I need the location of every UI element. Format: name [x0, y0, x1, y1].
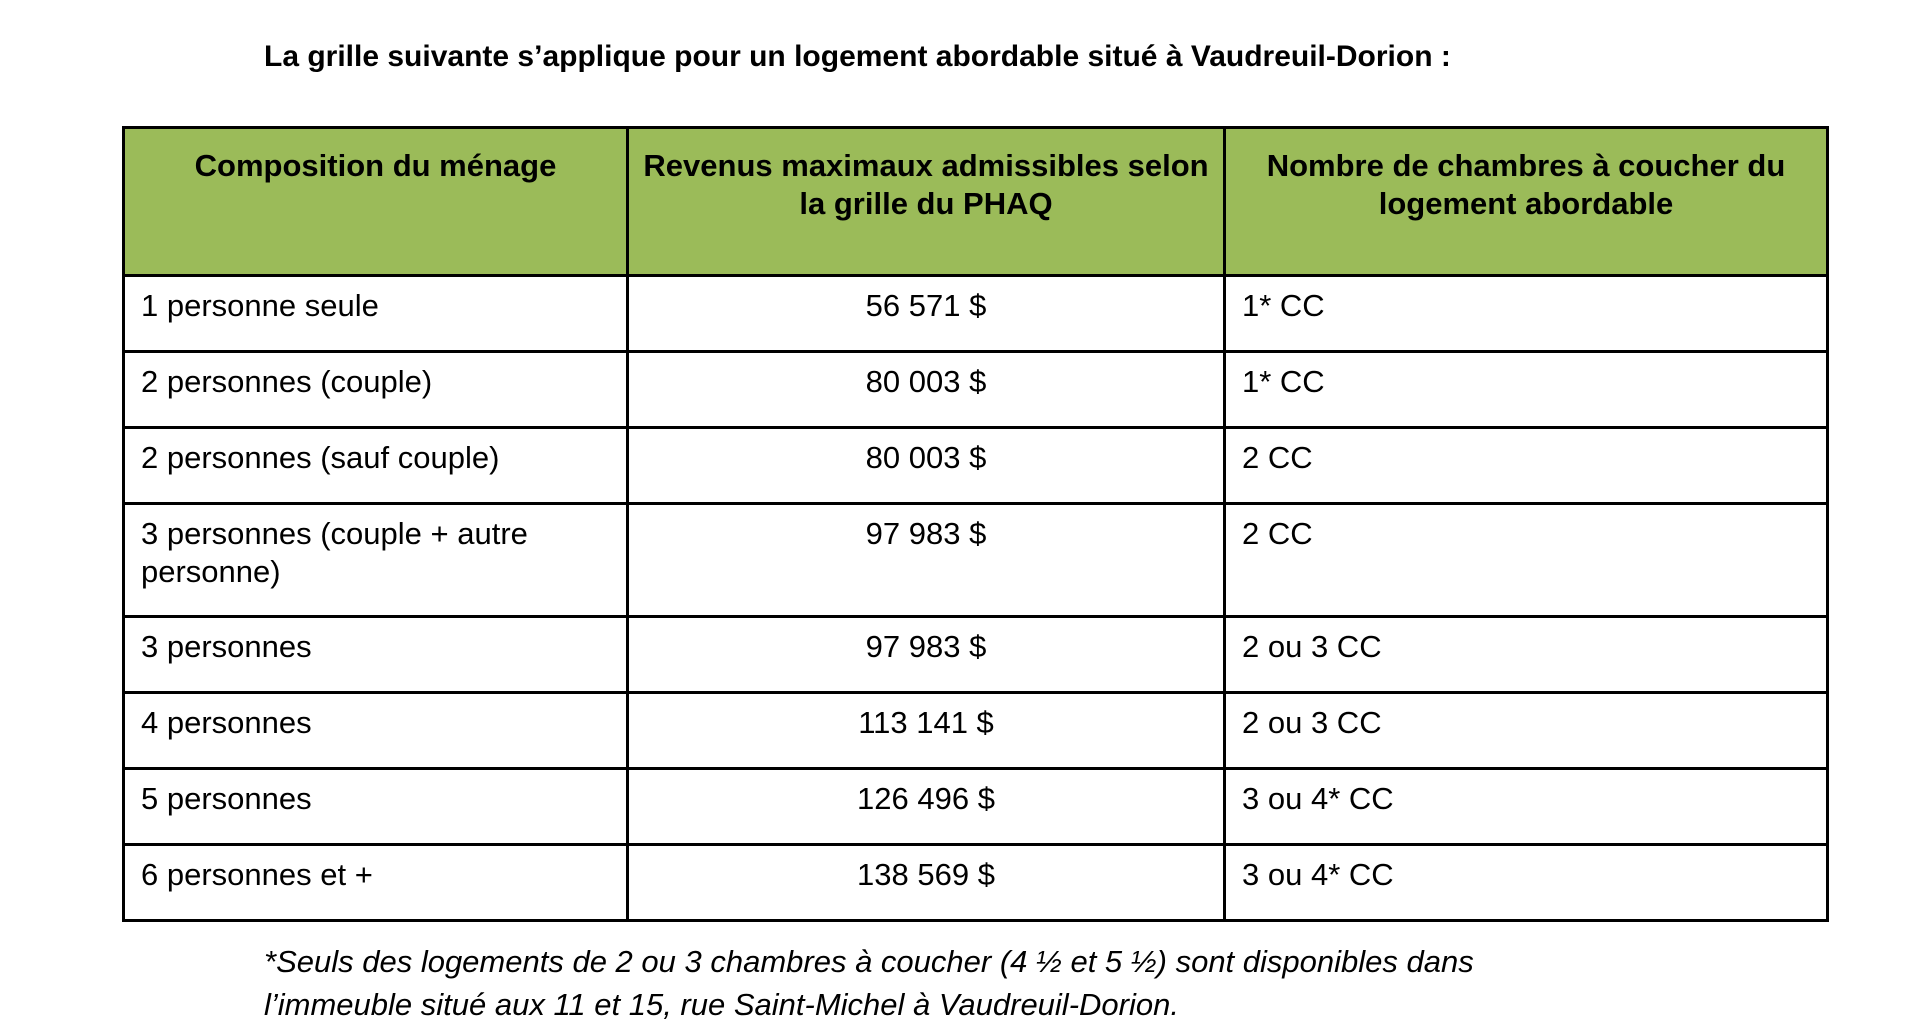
household-cell: 5 personnes: [124, 769, 628, 845]
table-row: [124, 769, 1828, 845]
footnote: [264, 940, 1764, 1026]
bedrooms-cell: 2 ou 3 CC: [1225, 693, 1828, 769]
table-row: [124, 693, 1828, 769]
income-cell: 97 983 $: [628, 617, 1225, 693]
bedrooms-cell: 2 CC: [1225, 504, 1828, 617]
household-cell: 4 personnes: [124, 693, 628, 769]
column-header-household: Composition du ménage: [124, 128, 628, 276]
table-row: [124, 276, 1828, 352]
bedrooms-cell: 2 ou 3 CC: [1225, 617, 1828, 693]
bedrooms-cell: 3 ou 4* CC: [1225, 845, 1828, 921]
bedrooms-cell: 1* CC: [1225, 352, 1828, 428]
table-header-row: [124, 128, 1828, 276]
table-row: [124, 504, 1828, 617]
household-cell: 1 personne seule: [124, 276, 628, 352]
bedrooms-cell: 2 CC: [1225, 428, 1828, 504]
table-row: [124, 617, 1828, 693]
table-row: [124, 845, 1828, 921]
bedrooms-cell: 1* CC: [1225, 276, 1828, 352]
column-header-bedrooms: Nombre de chambres à coucher du logement abordable: [1225, 128, 1828, 276]
bedrooms-cell: 3 ou 4* CC: [1225, 769, 1828, 845]
income-cell: 113 141 $: [628, 693, 1225, 769]
table-row: [124, 352, 1828, 428]
income-cell: 80 003 $: [628, 428, 1225, 504]
household-cell: 2 personnes (sauf couple): [124, 428, 628, 504]
footnote-line: l’immeuble situé aux 11 et 15, rue Saint-Michel à Vaudreuil-Dorion.: [264, 987, 1179, 1022]
income-grid-table: [122, 126, 1829, 922]
income-cell: 80 003 $: [628, 352, 1225, 428]
income-cell: 97 983 $: [628, 504, 1225, 617]
footnote-line: *Seuls des logements de 2 ou 3 chambres à coucher (4 ½ et 5 ½) sont disponibles dans: [264, 944, 1474, 979]
table-row: [124, 428, 1828, 504]
page-heading: La grille suivante s’applique pour un logement abordable situé à Vaudreuil-Dorion :: [264, 40, 1451, 73]
household-cell: 3 personnes: [124, 617, 628, 693]
column-header-max-income: Revenus maximaux admissibles selon la grille du PHAQ: [628, 128, 1225, 276]
income-cell: 138 569 $: [628, 845, 1225, 921]
household-cell: 2 personnes (couple): [124, 352, 628, 428]
household-cell: 3 personnes (couple + autre personne): [124, 504, 628, 617]
income-cell: 56 571 $: [628, 276, 1225, 352]
household-cell: 6 personnes et +: [124, 845, 628, 921]
income-cell: 126 496 $: [628, 769, 1225, 845]
